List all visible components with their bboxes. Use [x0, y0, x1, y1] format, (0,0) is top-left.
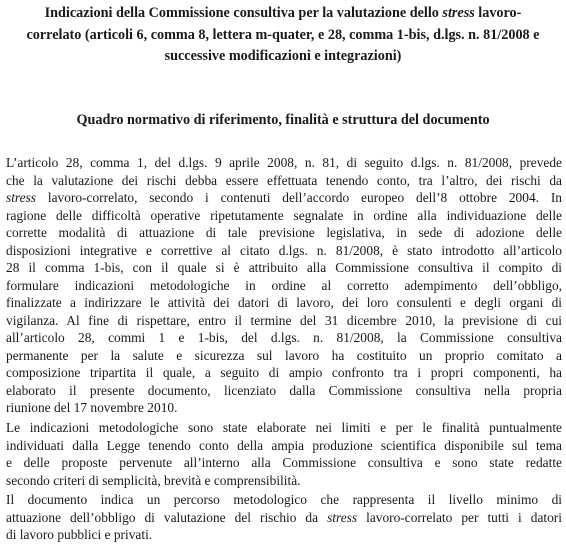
document-title	[16, 3, 550, 68]
text-line: permanente per la salute e sicurezza sul lavoro ha costituito un proprio comitato a	[6, 347, 562, 363]
paragraph-minimum-level	[6, 491, 562, 544]
title-line: successive modificazioni e integrazioni)	[164, 48, 402, 64]
text-line: all’articolo 28, commi 1 e 1-bis, del d.lgs. n. 81/2008, la Commissione consultiva	[6, 330, 562, 345]
text-line: Il documento indica un percorso metodologico che rappresenta il livello minimo di	[6, 492, 562, 507]
text-line: che la valutazione dei rischi debba essere effettuata tenendo conto, tra l’altro, dei rischi da	[6, 172, 562, 188]
text-line: vigilanza. Al fine di rispettare, entro il termine del 31 dicembre 2010, la previsione di cui	[6, 312, 562, 328]
text-line: ragione delle difficoltà operative ripetutamente segnalate in ordine alla individuazione delle	[6, 207, 562, 223]
text-line: stress lavoro-correlato, secondo i contenuti dell’accordo europeo dell’8 ottobre 2004. In	[6, 190, 562, 205]
text-line: formulare indicazioni metodologiche in ordine al corretto adempimento dell’obbligo,	[6, 277, 562, 293]
text-line: 28 il comma 1-bis, con il quale si è attribuito alla Commissione consultiva il compito di	[6, 260, 562, 275]
text-line: attuazione dell’obbligo di valutazione del rischio da stress lavoro-correlato per tutti i datori	[6, 509, 562, 525]
title-line: Indicazioni della Commissione consultiva per la valutazione dello stress lavoro-	[44, 5, 522, 21]
paragraph-methodology	[6, 419, 562, 489]
text-line: riunione del 17 novembre 2010.	[6, 400, 178, 415]
text-line: secondo criteri di semplicità, brevità e comprensibilità.	[6, 472, 301, 488]
text-line: e delle proposte pervenute all’interno alla Commissione consultiva e sono state redatte	[6, 455, 562, 470]
text-line: L’articolo 28, comma 1, del d.lgs. 9 aprile 2008, n. 81, di seguito d.lgs. n. 81/2008, prevede	[6, 155, 562, 170]
text-line: individuati dalla Legge tenendo conto della ampia produzione scientifica disponibile sul tema	[6, 437, 562, 453]
title-line: correlato (articoli 6, comma 8, lettera m-quater, e 28, comma 1-bis, d.lgs. n. 81/2008 e	[26, 26, 540, 43]
text-line: corrette modalità di attuazione di tale previsione legislativa, in sede di adozione delle	[6, 225, 562, 240]
text-line: finalizzate a indirizzare le attività dei datori di lavoro, dei loro consulenti e degli organi di	[6, 295, 562, 310]
section-heading: Quadro normativo di riferimento, finalità e struttura del documento	[76, 112, 490, 128]
text-line: disposizioni integrative e correttive al citato d.lgs. n. 81/2008, è stato introdotto all’articolo	[6, 242, 562, 258]
text-line: elaborato il presente documento, licenziato dalla Commissione consultiva nella propria	[6, 382, 562, 398]
paragraph-normative-framework	[6, 154, 562, 417]
text-line: Le indicazioni metodologiche sono state elaborate nei limiti e per le finalità puntualmente	[6, 420, 562, 435]
text-line: composizione tripartita il quale, a seguito di ampio confronto tra i propri componenti, ha	[6, 365, 562, 380]
text-line: di lavoro pubblici e privati.	[6, 527, 153, 542]
